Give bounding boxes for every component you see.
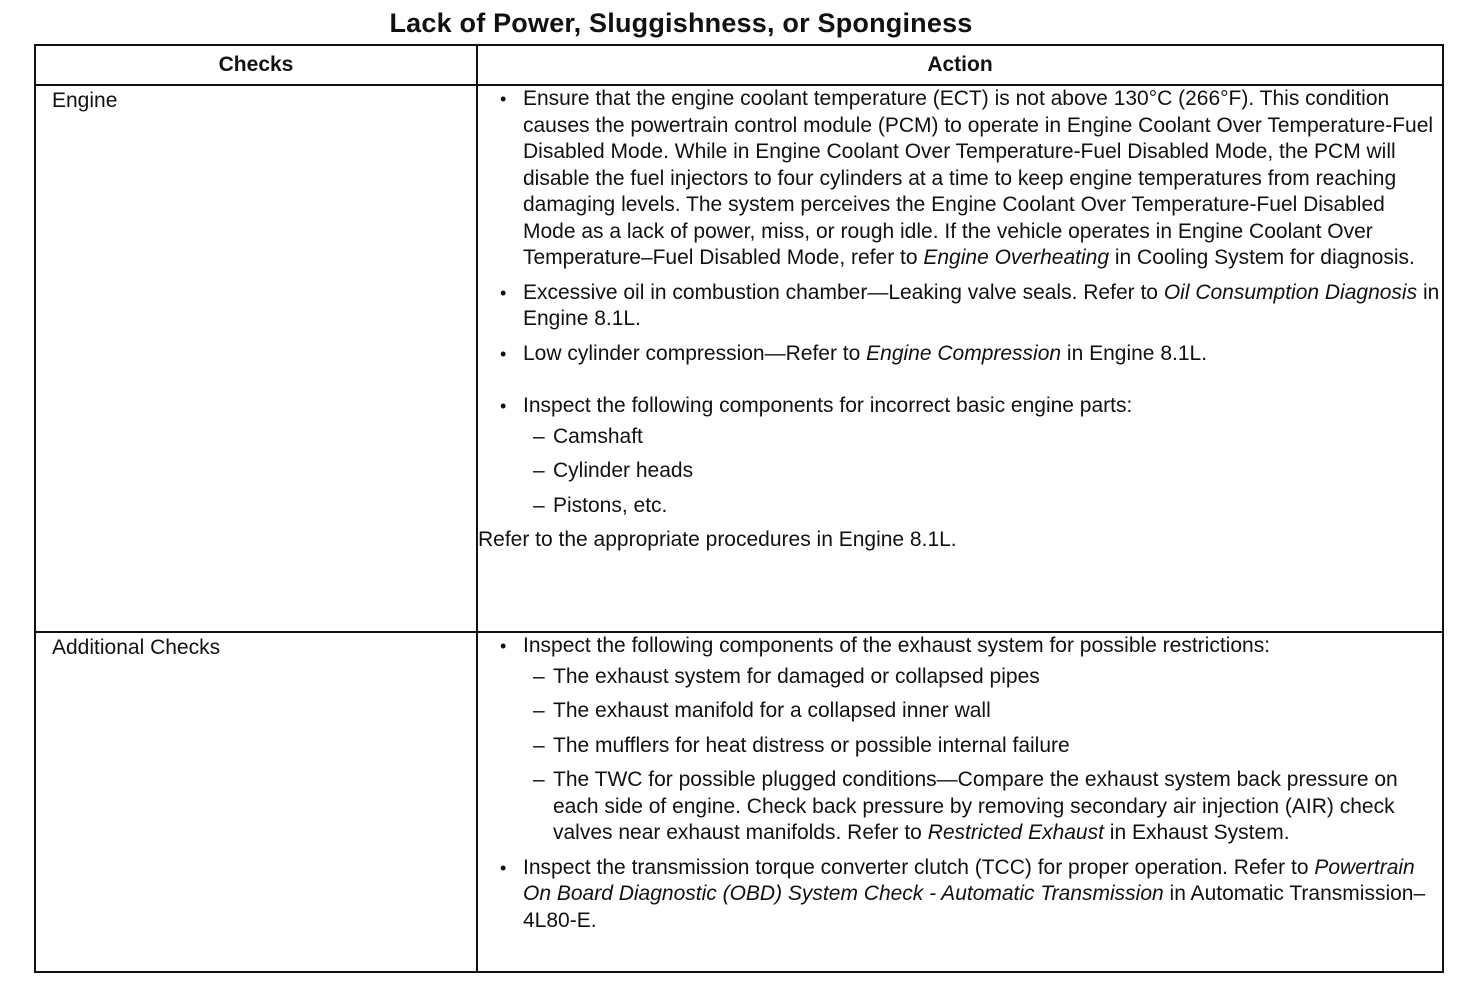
engine-footer-note: Refer to the appropriate procedures in Engine 8.1L. xyxy=(478,528,957,551)
dash-icon: – xyxy=(533,493,545,517)
dash-icon: – xyxy=(533,664,545,688)
table-row-engine xyxy=(35,85,1443,632)
engine-oil-tail: in Engine 8.1L. xyxy=(523,280,1440,330)
list-item-text: The exhaust manifold for a collapsed inner wall xyxy=(553,699,991,722)
action-cell-additional xyxy=(477,632,1443,972)
bullet-icon: • xyxy=(500,282,507,303)
exhaust-components-list xyxy=(523,664,1442,847)
dash-icon: – xyxy=(533,699,545,722)
engine-ect-reference: Engine Overheating xyxy=(923,246,1110,269)
list-item-text: Camshaft xyxy=(553,424,643,448)
list-item xyxy=(523,458,1442,485)
check-label-engine: Engine xyxy=(52,89,118,112)
engine-bullet-components xyxy=(478,393,1442,519)
engine-compression-reference: Engine Compression xyxy=(866,341,1062,365)
column-header-checks: Checks xyxy=(35,45,477,85)
check-label-additional: Additional Checks xyxy=(52,636,221,659)
engine-compression-tail: in Engine 8.1L. xyxy=(1061,341,1208,365)
bullet-icon: • xyxy=(500,89,507,109)
bullet-icon: • xyxy=(500,636,507,656)
header-row xyxy=(35,45,1443,85)
engine-oil-text: Excessive oil in combustion chamber—Leaking valve seals. Refer to xyxy=(523,280,1164,304)
list-item-tail: in Exhaust System. xyxy=(1103,821,1290,844)
additional-bullet-exhaust xyxy=(478,633,1442,847)
dash-icon: – xyxy=(533,424,545,448)
engine-compression-text: Low cylinder compression—Refer to xyxy=(523,341,867,365)
list-item xyxy=(523,733,1442,760)
list-item xyxy=(523,698,1442,725)
list-item-text: Pistons, etc. xyxy=(553,493,668,517)
engine-oil-reference: Oil Consumption Diagnosis xyxy=(1163,280,1418,304)
page-title: Lack of Power, Sluggishness, or Sponginess xyxy=(389,8,973,38)
obd-system-check-reference: Powertrain On Board Diagnostic (OBD) System Check - Automatic Transmission xyxy=(523,855,1415,905)
check-cell-additional xyxy=(35,632,477,972)
list-item-text: Cylinder heads xyxy=(553,459,694,482)
list-item-text: The exhaust system for damaged or collapsed pipes xyxy=(553,664,1040,688)
bullet-icon: • xyxy=(500,857,507,878)
additional-bullet-list xyxy=(478,633,1442,934)
bullet-icon: • xyxy=(500,343,507,364)
restricted-exhaust-reference: Restricted Exhaust xyxy=(927,821,1104,844)
list-item xyxy=(523,767,1442,847)
check-cell-engine xyxy=(35,85,477,632)
list-item xyxy=(523,424,1442,451)
column-header-action: Action xyxy=(477,45,1443,85)
additional-exhaust-text: Inspect the following components of the exhaust system for possible restrictions: xyxy=(523,634,1271,657)
engine-ect-text: Ensure that the engine coolant temperature (ECT) is not above 130°C (266°F). This condition causes the powertrain control module (PCM) to operate in Engine Coolant Over Temperature-Fuel Disabled Mode. While in Engine Coolant Over Temperature-Fuel Disabled Mode, the PCM will disable the fuel injectors to four cylinders at a time to keep engine temperatures from reaching damaging levels. The system perceives the Engine Coolant Over Temperature-Fuel Disabled Mode as a lack of power, miss, or rough idle. If the vehicle operates in Engine Coolant Over Temperature–Fuel Disabled Mode, refer to xyxy=(523,87,1434,269)
engine-bullet-list xyxy=(478,86,1442,519)
diagnosis-table xyxy=(34,44,1444,973)
list-item-text: The TWC for possible plugged conditions—Compare the exhaust system back pressure on each side of engine. Check back pressure by removing secondary air injection (AIR) check valves near exhaust manifolds. Refer to xyxy=(553,768,1398,844)
dash-icon: – xyxy=(533,459,545,482)
engine-ect-tail: in Cooling System for diagnosis. xyxy=(1109,246,1415,269)
action-cell-engine xyxy=(477,85,1443,632)
list-item xyxy=(523,493,1442,520)
dash-icon: – xyxy=(533,733,545,757)
dash-icon: – xyxy=(533,768,545,791)
additional-tcc-tail: in Automatic Transmission–4L80-E. xyxy=(523,882,1426,932)
bullet-icon: • xyxy=(500,396,507,416)
table-row-additional-checks xyxy=(35,632,1443,972)
engine-components-list xyxy=(523,424,1442,520)
list-item-text: The mufflers for heat distress or possible internal failure xyxy=(553,733,1070,757)
list-item xyxy=(523,664,1442,691)
additional-tcc-text: Inspect the transmission torque converter clutch (TCC) for proper operation. Refer to xyxy=(523,855,1315,879)
engine-components-text: Inspect the following components for incorrect basic engine parts: xyxy=(523,394,1133,417)
engine-bullet-compression xyxy=(478,341,1442,368)
engine-bullet-oil xyxy=(478,280,1442,333)
additional-bullet-tcc xyxy=(478,855,1442,935)
engine-bullet-ect xyxy=(478,86,1442,272)
